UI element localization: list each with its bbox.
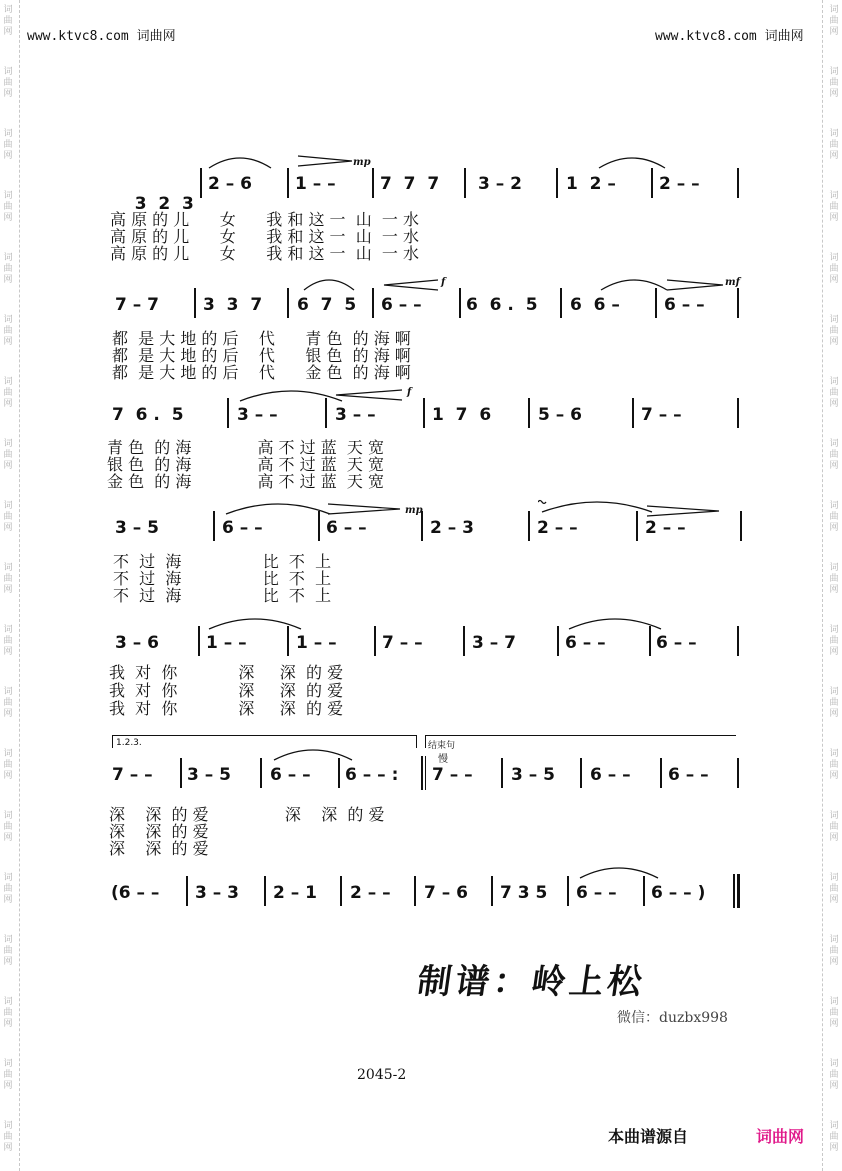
watermark-text: 词 曲 网 (3, 811, 13, 843)
note-group: 3 – 3 (195, 883, 239, 903)
lyric-verse-1: 高 原 的 儿 女 我 和 这 一 山 一 水 (110, 210, 419, 229)
note-group: 6 – – (656, 633, 697, 653)
lyric-verse-2: 我 对 你 深 深 的 爱 (109, 681, 344, 700)
barline (737, 168, 739, 198)
lyric-verse-3: 不 过 海 比 不 上 (113, 586, 332, 605)
wechat-contact: 微信：duzbx998 (617, 1010, 728, 1026)
note-group: 7 7 7 (380, 174, 440, 194)
barline (660, 758, 662, 788)
note-group: 3 – 7 (472, 633, 516, 653)
note-group: 3 – 5 (115, 518, 159, 538)
barline (737, 758, 739, 788)
note-group: 1 – – (206, 633, 247, 653)
note-group: 3 3 7 (203, 295, 263, 315)
note-group: 7 3 5 (500, 883, 548, 903)
lyric-verse-3: 金 色 的 海 高 不 过 蓝 天 宽 (107, 472, 384, 491)
watermark-text: 词 曲 网 (829, 811, 839, 843)
watermark-text: 词 曲 网 (829, 749, 839, 781)
watermark-text: 词 曲 网 (3, 253, 13, 285)
barline (213, 511, 215, 541)
watermark-text: 词 曲 网 (3, 625, 13, 657)
note-group: 2 – 3 (430, 518, 474, 538)
left-border (19, 0, 22, 1171)
decrescendo-hairpin (665, 278, 727, 292)
note-group: 1 – – (295, 174, 336, 194)
crescendo-hairpin (334, 388, 404, 402)
note-group: 7 – – (112, 765, 153, 785)
watermark-text: 词 曲 网 (3, 997, 13, 1029)
note-group: 7 – – (641, 405, 682, 425)
note-group: (6 – – (111, 883, 160, 903)
tie (595, 150, 670, 170)
dynamic-mark: mp (405, 505, 423, 516)
barline (459, 288, 461, 318)
barline (651, 168, 653, 198)
note-group: 1 2 – (566, 174, 616, 194)
note-group: 2 – – (350, 883, 391, 903)
watermark-text: 词 曲 网 (3, 935, 13, 967)
watermark-text: 词 曲 网 (829, 997, 839, 1029)
watermark-text: 词 曲 网 (3, 563, 13, 595)
note-group: 6 – – (664, 295, 705, 315)
watermark-text: 词 曲 网 (3, 191, 13, 223)
watermark-text: 词 曲 网 (829, 625, 839, 657)
right-border (822, 0, 825, 1171)
watermark-text: 词 曲 网 (829, 873, 839, 905)
watermark-text: 词 曲 网 (3, 439, 13, 471)
header-left-site[interactable]: www.ktvc8.com 词曲网 (27, 29, 176, 44)
tie (222, 496, 334, 516)
barline (567, 876, 569, 906)
decrescendo-hairpin (296, 154, 356, 168)
lyric-verse-2: 不 过 海 比 不 上 (113, 569, 332, 588)
tie (270, 742, 356, 762)
note-group: 1 – – (296, 633, 337, 653)
note-group: 5 – 6 (538, 405, 582, 425)
barline (636, 511, 638, 541)
barline (200, 168, 202, 198)
watermark-text: 词 曲 网 (3, 1059, 13, 1091)
note-group: 2 – 6 (208, 174, 252, 194)
watermark-text: 词 曲 网 (829, 5, 839, 37)
final-barline (733, 874, 735, 908)
note-group: 6 – – (576, 883, 617, 903)
barline (264, 876, 266, 906)
tie (538, 494, 656, 514)
barline (501, 758, 503, 788)
note-group: 6 – – (270, 765, 311, 785)
watermark-text: 词 曲 网 (829, 501, 839, 533)
volta-bracket-2 (425, 735, 736, 748)
source-label: 本曲谱源自 (608, 1127, 689, 1146)
note-group: 7 – – (382, 633, 423, 653)
watermark-text: 词 曲 网 (829, 935, 839, 967)
note-group: 3 – – (335, 405, 376, 425)
note-group: 1 7 6 (432, 405, 492, 425)
barline (260, 758, 262, 788)
tie (576, 860, 662, 880)
barline (414, 876, 416, 906)
dynamic-mark: f (441, 277, 446, 288)
watermark-text: 词 曲 网 (3, 129, 13, 161)
volta-bracket-1 (112, 735, 417, 748)
watermark-text: 词 曲 网 (829, 1059, 839, 1091)
lyric-verse-3: 深 深 的 爱 (109, 839, 209, 858)
barline (372, 288, 374, 318)
slur (300, 272, 358, 292)
watermark-text: 词 曲 网 (3, 687, 13, 719)
barline (528, 398, 530, 428)
arranger-credit: 制谱：岭上松 (414, 962, 649, 1002)
note-group: 7 – 7 (115, 295, 159, 315)
watermark-text: 词 曲 网 (3, 377, 13, 409)
watermark-text: 词 曲 网 (829, 687, 839, 719)
barline (528, 511, 530, 541)
watermark-text: 词 曲 网 (3, 501, 13, 533)
barline (464, 168, 466, 198)
lyric-verse-1: 我 对 你 深 深 的 爱 (109, 663, 344, 682)
barline (340, 876, 342, 906)
barline (560, 288, 562, 318)
watermark-text: 词 曲 网 (3, 67, 13, 99)
note-group: 7 – 6 (424, 883, 468, 903)
lyric-verse-1: 都 是 大 地 的 后 代 青 色 的 海 啊 (112, 329, 411, 348)
repeat-barline (425, 756, 426, 790)
watermark-text: 词 曲 网 (829, 191, 839, 223)
decrescendo-hairpin (326, 502, 404, 516)
barline (557, 626, 559, 656)
barline (372, 168, 374, 198)
barline (491, 876, 493, 906)
note-group: 6 – – (381, 295, 422, 315)
watermark-text: 词 曲 网 (3, 1121, 13, 1153)
barline (740, 511, 742, 541)
barline (737, 288, 739, 318)
note-group: 2 – – (645, 518, 686, 538)
watermark-text: 词 曲 网 (829, 129, 839, 161)
barline (632, 398, 634, 428)
note-group: 6 – – : (345, 765, 399, 785)
lyric-verse-1: 深 深 的 爱 深 深 的 爱 (109, 805, 385, 824)
note-group: 3 – 2 (478, 174, 522, 194)
decrescendo-hairpin (645, 504, 723, 518)
lyric-verse-1: 不 过 海 比 不 上 (113, 552, 332, 571)
watermark-text: 词 曲 网 (829, 563, 839, 595)
dynamic-mark: mf (725, 277, 740, 288)
volta-label-2: 结束句 (428, 741, 456, 751)
note-group: 2 – – (537, 518, 578, 538)
watermark-text: 词 曲 网 (3, 315, 13, 347)
note-group: 6 – – (668, 765, 709, 785)
tie (205, 611, 305, 631)
barline (186, 876, 188, 906)
note-group: 6 7 5 (297, 295, 357, 315)
note-group: 6 – – (222, 518, 263, 538)
watermark-text: 词 曲 网 (829, 377, 839, 409)
tempo-mark: 慢 (438, 754, 448, 765)
dynamic-mark: f (407, 387, 412, 398)
note-group: 2 – – (659, 174, 700, 194)
tie (236, 383, 346, 403)
header-right-site[interactable]: www.ktvc8.com 词曲网 (655, 29, 804, 44)
barline (580, 758, 582, 788)
note-group: 6 – – ) (651, 883, 706, 903)
note-group: 6 6 . 5 (466, 295, 538, 315)
watermark-text: 词 曲 网 (829, 67, 839, 99)
note-group: 6 – – (565, 633, 606, 653)
lyric-verse-2: 深 深 的 爱 (109, 822, 209, 841)
watermark-text: 词 曲 网 (829, 439, 839, 471)
watermark-text: 词 曲 网 (3, 5, 13, 37)
note-group: 6 6 – (570, 295, 620, 315)
note-group: 3 2 3 (134, 194, 200, 214)
crescendo-hairpin (382, 278, 440, 292)
note-group: 3 – 5 (187, 765, 231, 785)
lyric-verse-2: 高 原 的 儿 女 我 和 这 一 山 一 水 (110, 227, 419, 246)
dynamic-mark: mp (353, 157, 371, 168)
note-group: 7 – – (432, 765, 473, 785)
date-label: 2045-2 (357, 1067, 407, 1083)
note-group: 3 – 6 (115, 633, 159, 653)
slur (205, 150, 275, 170)
barline (643, 876, 645, 906)
note-group: 6 – – (326, 518, 367, 538)
barline (374, 626, 376, 656)
barline (737, 398, 739, 428)
watermark-text: 词 曲 网 (829, 253, 839, 285)
final-barline (737, 874, 740, 908)
barline (287, 288, 289, 318)
note-group: 3 – 5 (511, 765, 555, 785)
barline (287, 168, 289, 198)
lyric-verse-3: 高 原 的 儿 女 我 和 这 一 山 一 水 (110, 244, 419, 263)
barline (198, 626, 200, 656)
barline (180, 758, 182, 788)
lyric-verse-1: 青 色 的 海 高 不 过 蓝 天 宽 (107, 438, 384, 457)
tie (597, 272, 672, 292)
repeat-barline (421, 756, 423, 790)
note-group: 3 – – (237, 405, 278, 425)
volta-label-1: 1.2.3. (116, 738, 142, 748)
watermark-text: 词 曲 网 (829, 315, 839, 347)
note-group: 7 6 . 5 (112, 405, 184, 425)
barline (556, 168, 558, 198)
barline (423, 398, 425, 428)
note-group: 2 – 1 (273, 883, 317, 903)
watermark-text: 词 曲 网 (829, 1121, 839, 1153)
barline (338, 758, 340, 788)
barline (655, 288, 657, 318)
watermark-text: 词 曲 网 (3, 873, 13, 905)
barline (227, 398, 229, 428)
lyric-verse-2: 都 是 大 地 的 后 代 银 色 的 海 啊 (112, 346, 411, 365)
note-group: 6 – – (590, 765, 631, 785)
lyric-verse-3: 我 对 你 深 深 的 爱 (109, 699, 344, 718)
lyric-verse-3: 都 是 大 地 的 后 代 金 色 的 海 啊 (112, 363, 411, 382)
tie (565, 611, 665, 631)
barline (463, 626, 465, 656)
source-brand-link[interactable]: 词曲网 (756, 1127, 805, 1146)
watermark-text: 词 曲 网 (3, 749, 13, 781)
barline (737, 626, 739, 656)
lyric-verse-2: 银 色 的 海 高 不 过 蓝 天 宽 (107, 455, 384, 474)
barline (194, 288, 196, 318)
